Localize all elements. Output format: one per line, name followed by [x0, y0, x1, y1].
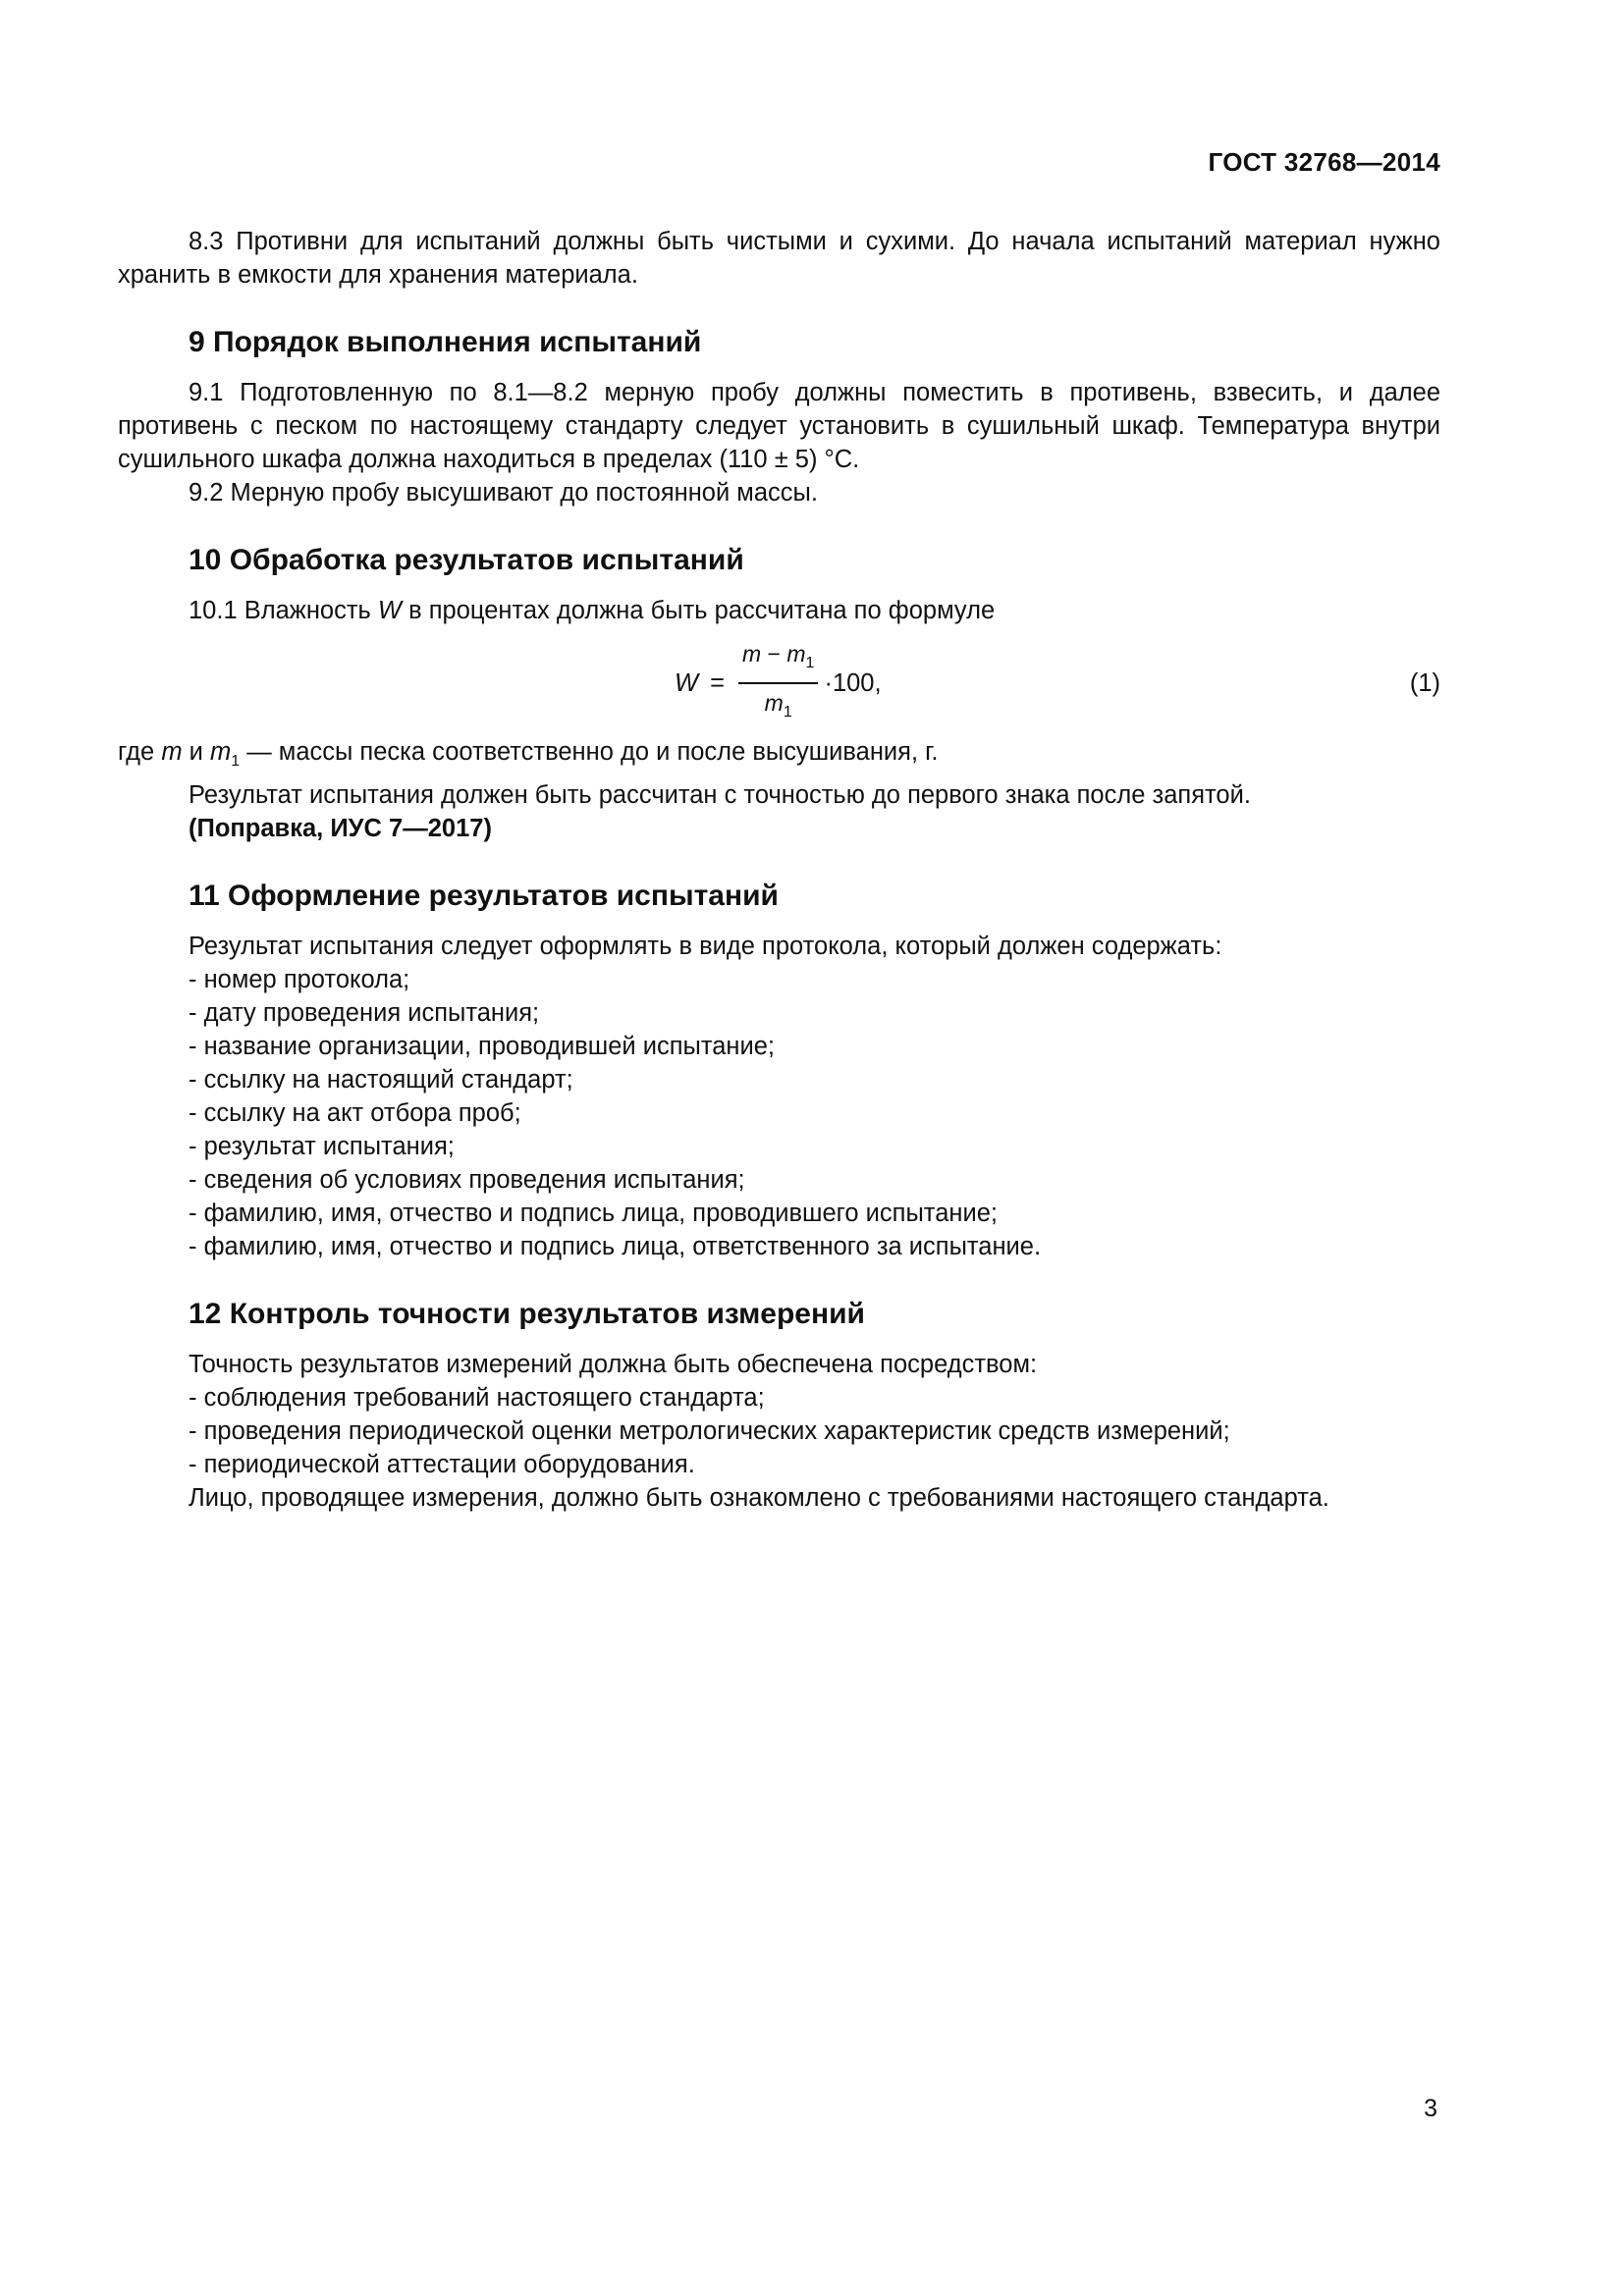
document-body	[118, 225, 1440, 1515]
protocol-intro: Результат испытания следует оформлять в виде протокола, который должен содержать:	[189, 933, 1222, 960]
paragraph-10-1-post: в процентах должна быть рассчитана по формуле	[401, 597, 996, 624]
accuracy-statement: Результат испытания должен быть рассчитан с точностью до первого знака после запятой.	[189, 781, 1251, 809]
list-item: - номер протокола;	[189, 966, 410, 993]
legend-rest: — массы песка соответственно до и после высушивания, г.	[240, 738, 939, 766]
legend-subscript: 1	[231, 753, 241, 770]
numerator-m: m	[741, 641, 762, 667]
list-item: - периодической аттестации оборудования.	[189, 1451, 695, 1478]
legend-m1: m	[209, 738, 232, 766]
list-item: - соблюдения требований настоящего стандарта;	[189, 1384, 765, 1412]
list-item: - дату проведения испытания;	[189, 999, 540, 1027]
paragraph-10-1	[118, 594, 1440, 627]
standard-designation: ГОСТ 32768—2014	[1208, 147, 1440, 177]
paragraph-9-1: 9.1 Подготовленную по 8.1—8.2 мерную пробу должны поместить в противень, взвесить, и далее противень с песком по настоящему стандарту следует установить в сушильный шкаф. Температура внутри сушильного шкафа должна находиться в пределах (110 ± 5) °С.	[118, 379, 1440, 473]
denominator-m: m	[764, 690, 784, 716]
fraction-numerator	[738, 639, 818, 684]
list-item: - проведения периодической оценки метрологических характеристик средств измерений;	[189, 1417, 1230, 1445]
formula-tail: ·100,	[824, 669, 882, 697]
moisture-formula	[675, 639, 882, 727]
formula-equals: =	[710, 669, 725, 697]
equation-number: (1)	[1409, 669, 1440, 697]
section-10-title: 10 Обработка результатов испытаний	[189, 544, 744, 576]
legend-where: где	[118, 738, 162, 766]
paragraph-10-1-pre: 10.1 Влажность	[189, 597, 378, 624]
numerator-m1: m	[786, 641, 806, 667]
formula-fraction	[738, 639, 818, 727]
protocol-contents-list	[118, 930, 1440, 1263]
formula-row	[118, 639, 1440, 727]
page-number: 3	[1424, 2095, 1437, 2122]
amendment-note: (Поправка, ИУС 7—2017)	[189, 815, 492, 842]
formula-legend	[118, 735, 1440, 778]
accuracy-intro: Точность результатов измерений должна быть обеспечена посредством:	[189, 1351, 1038, 1378]
legend-m: m	[161, 738, 183, 766]
legend-and: и	[182, 738, 210, 766]
paragraph-9-2: 9.2 Мерную пробу высушивают до постоянной массы.	[189, 479, 818, 507]
list-item: - сведения об условиях проведения испытания;	[189, 1166, 745, 1194]
formula-lhs: W	[675, 669, 699, 697]
list-item: - ссылку на настоящий стандарт;	[189, 1066, 573, 1094]
numerator-minus: −	[761, 641, 787, 667]
section-11-title: 11 Оформление результатов испытаний	[189, 880, 779, 912]
fraction-denominator	[765, 684, 792, 727]
section-9-title: 9 Порядок выполнения испытаний	[189, 326, 702, 358]
moisture-variable: W	[377, 597, 402, 624]
denominator-subscript: 1	[783, 704, 792, 721]
paragraph-8-3: 8.3 Противни для испытаний должны быть чистыми и сухими. До начала испытаний материал нужно хранить в емкости для хранения материала.	[118, 228, 1440, 289]
numerator-subscript: 1	[805, 655, 815, 671]
section-12-title: 12 Контроль точности результатов измерений	[189, 1298, 865, 1330]
accuracy-closing: Лицо, проводящее измерения, должно быть ознакомлено с требованиями настоящего стандарта.	[189, 1484, 1329, 1512]
list-item: - ссылку на акт отбора проб;	[189, 1099, 521, 1127]
list-item: - фамилию, имя, отчество и подпись лица, проводившего испытание;	[189, 1200, 998, 1227]
list-item: - фамилию, имя, отчество и подпись лица, ответственного за испытание.	[189, 1233, 1042, 1260]
list-item: - название организации, проводившей испытание;	[189, 1033, 776, 1060]
accuracy-control-list	[118, 1348, 1440, 1515]
list-item: - результат испытания;	[189, 1133, 455, 1160]
